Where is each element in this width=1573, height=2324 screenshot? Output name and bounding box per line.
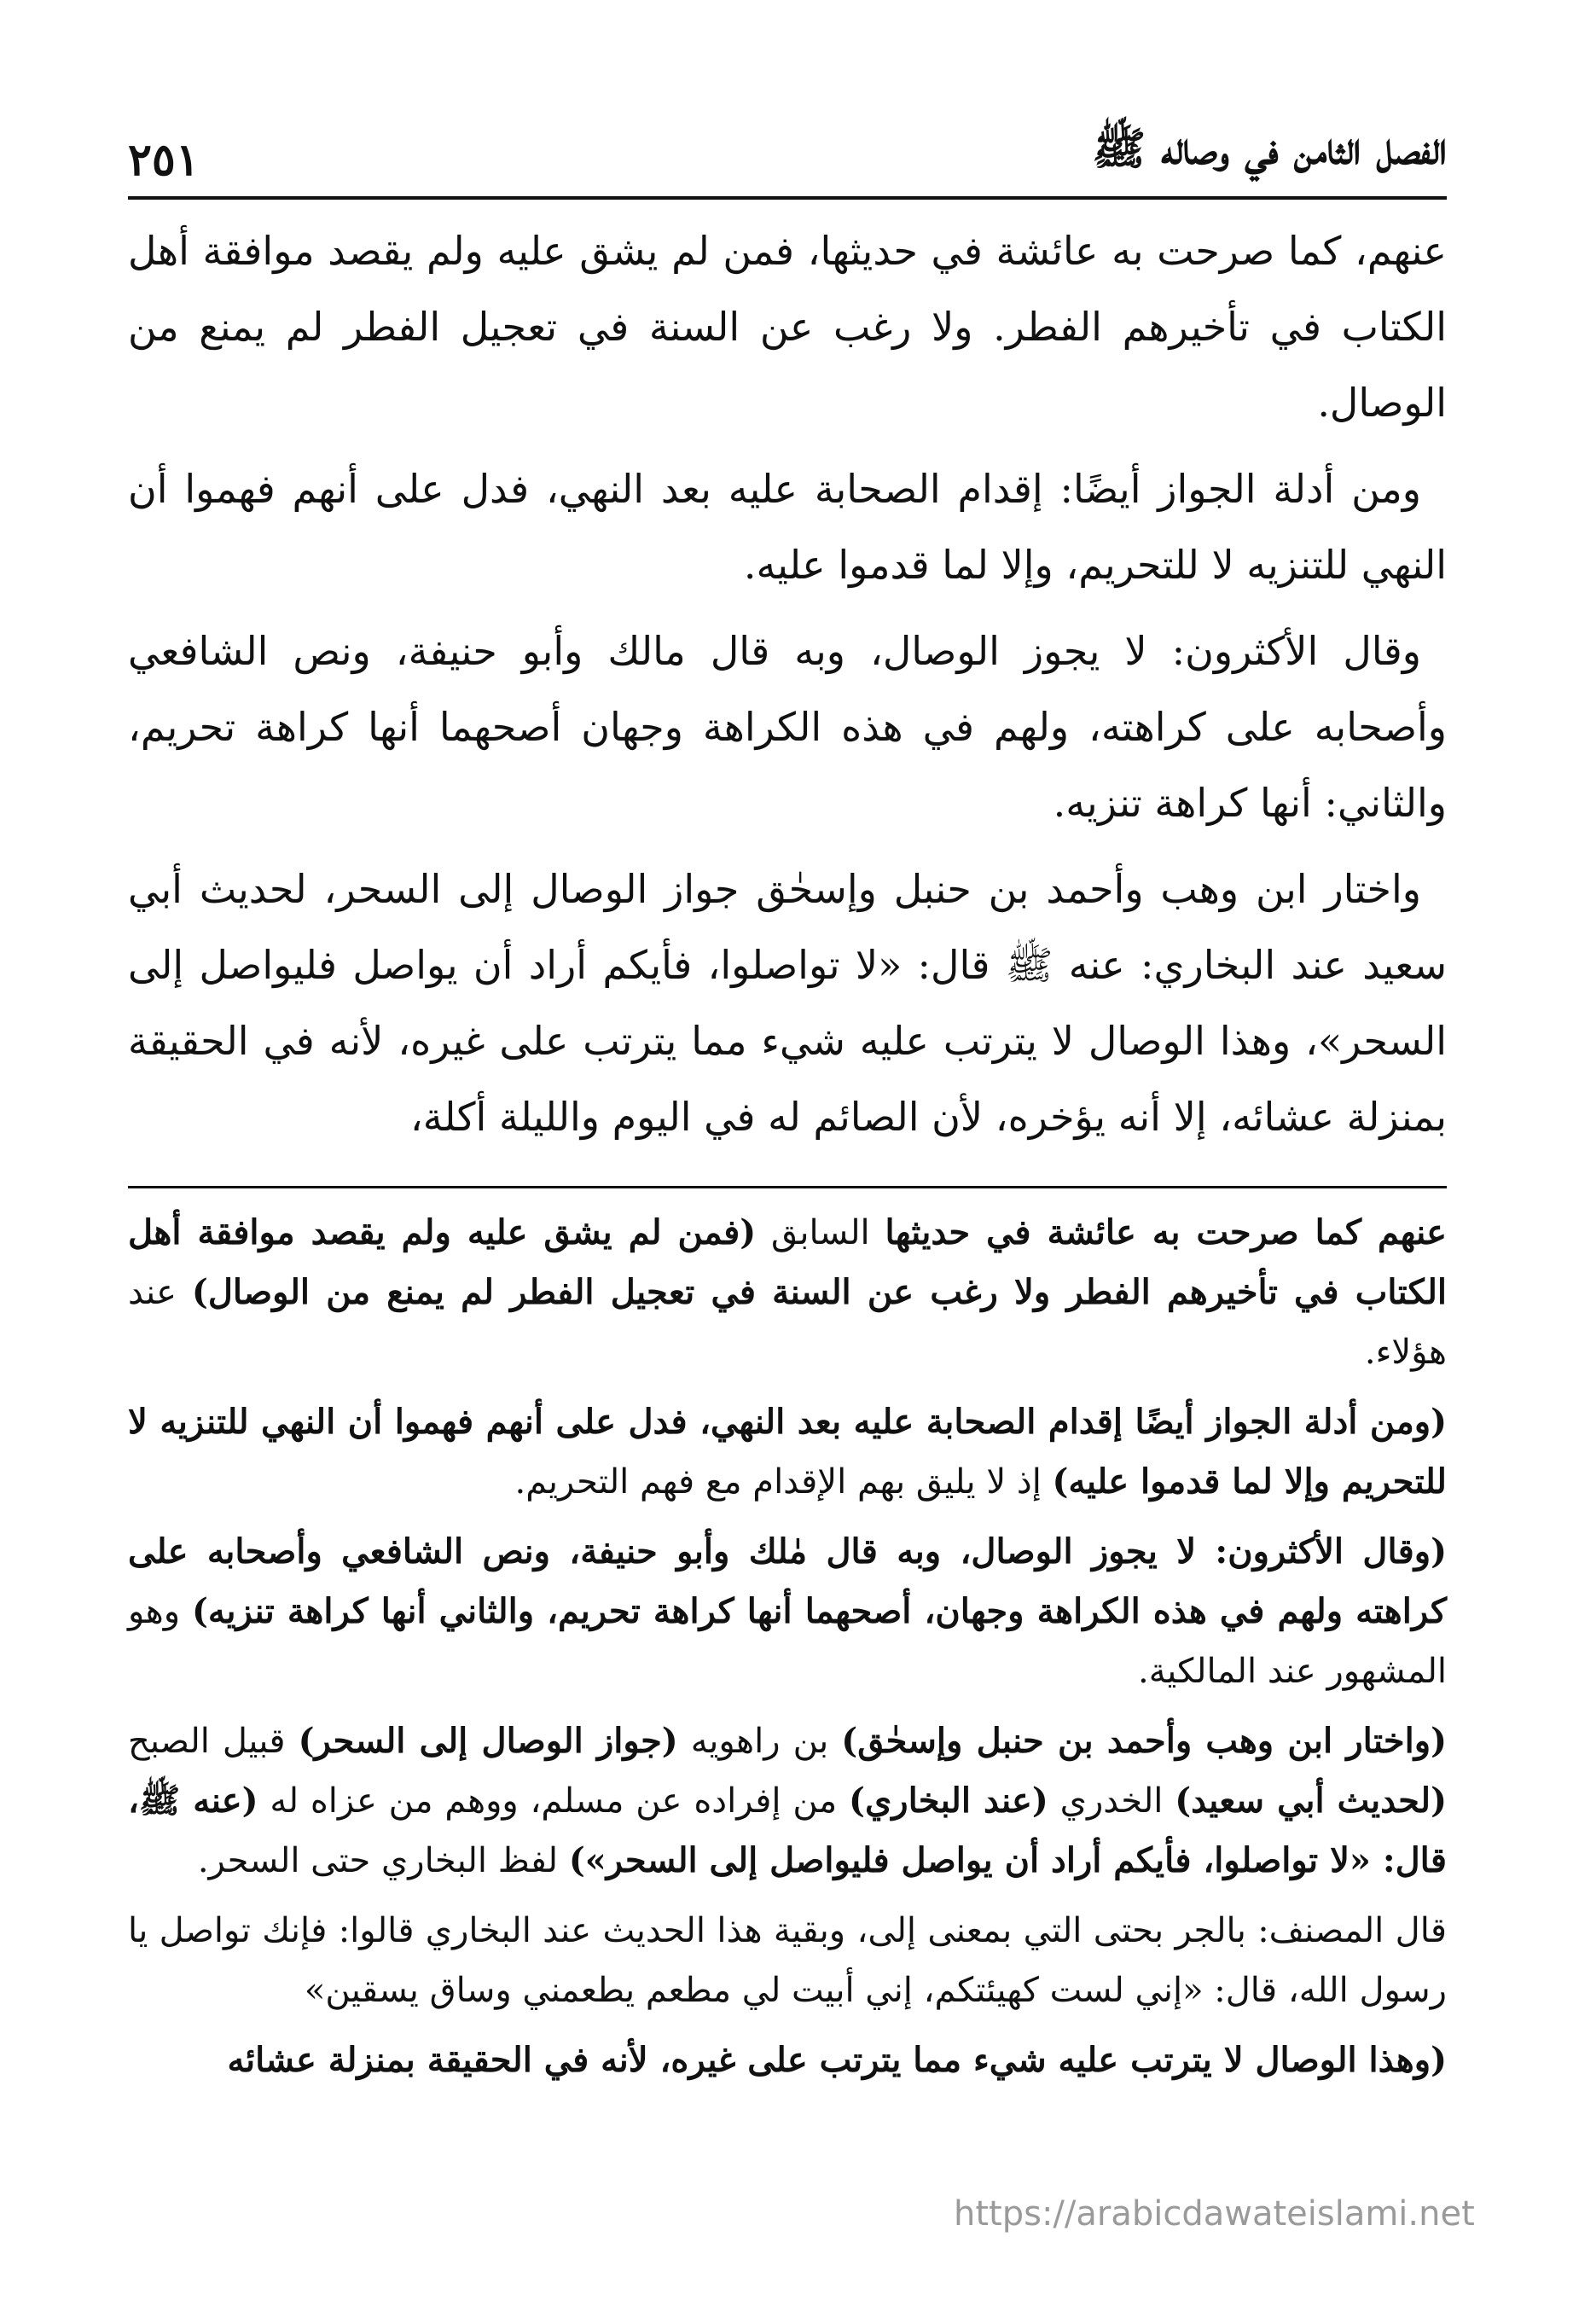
commentary-text: بن راهويه — [677, 1722, 842, 1761]
commentary-paragraph: قال المصنف: بالجر بحتى التي بمعنى إلى، وبقية هذا الحديث عند البخاري قالوا: فإنك تواصل يا رسول الله، قال: «إني لست كهيئتكم، إني أبيت لي مطعم يطعمني وساق يسقين» — [128, 1911, 1447, 2010]
chapter-title: الفصل الثامن في وصاله ﷺ — [1092, 123, 1447, 175]
watermark-url: https://arabicdawateislami.net — [954, 2194, 1475, 2234]
commentary-text: عند هؤلاء. — [128, 1273, 1447, 1372]
quoted-text: (عند البخاري) — [849, 1781, 1048, 1821]
commentary-paragraph — [128, 1522, 1447, 1701]
main-paragraph: وقال الأكثرون: لا يجوز الوصال، وبه قال مالك وأبو حنيفة، ونص الشافعي وأصحابه على كراهته، ولهم في هذه الكراهة وجهان أصحهما أنها كراهة تحريم، والثاني: أنها كراهة تنزيه. — [128, 628, 1447, 826]
quoted-text: (ومن أدلة الجواز أيضًا إقدام الصحابة عليه بعد النهي، فدل على أنهم فهموا أن النهي للتنزيه لا للتحريم وإلا لما قدموا عليه) — [128, 1402, 1447, 1502]
quoted-text: (فمن لم يشق عليه ولم يقصد موافقة أهل الكتاب في تأخيرهم الفطر ولا رغب عن السنة في تعجيل الفطر لم يمنع من الوصال) — [128, 1212, 1447, 1312]
commentary-text: لفظ البخاري حتى السحر. — [197, 1841, 569, 1880]
quoted-text: عنهم كما صرحت به عائشة في حديثها — [885, 1212, 1448, 1252]
main-paragraph: واختار ابن وهب وأحمد بن حنبل وإسحٰق جواز الوصال إلى السحر، لحديث أبي سعيد عند البخاري: عنه ﷺ قال: «لا تواصلوا، فأيكم أراد أن يواصل فليواصل إلى السحر»، وهذا الوصال لا يترتب عليه شيء مما يترتب على غيره، لأنه في الحقيقة بمنزلة عشائه، إلا أنه يؤخره، لأن الصائم له في اليوم والليلة أكلة، — [128, 866, 1447, 1140]
commentary-text: وهو المشهور عند المالكية. — [128, 1592, 1447, 1691]
commentary-paragraph — [128, 1711, 1447, 1891]
quoted-text: (جواز الوصال إلى السحر) — [298, 1721, 678, 1761]
commentary — [128, 1203, 1447, 2100]
commentary-text: قبيل الصبح — [128, 1722, 299, 1761]
commentary-text: إذ لا يليق بهم الإقدام مع فهم التحريم. — [514, 1462, 1053, 1502]
commentary-text: من إفراده عن مسلم، ووهم من عزاه له — [258, 1781, 850, 1821]
page-header — [128, 101, 1447, 200]
commentary-paragraph — [128, 1392, 1447, 1512]
main-text — [128, 213, 1447, 1165]
commentary-text: السابق — [756, 1213, 885, 1252]
page-number: ٢٥١ — [128, 134, 200, 186]
main-paragraph: ومن أدلة الجواز أيضًا: إقدام الصحابة عليه بعد النهي، فدل على أنهم فهموا أن النهي للتنزيه لا للتحريم، وإلا لما قدموا عليه. — [128, 466, 1447, 588]
commentary-text: الخدري — [1048, 1781, 1175, 1821]
quoted-text: (واختار ابن وهب وأحمد بن حنبل وإسحٰق) — [841, 1721, 1448, 1761]
quoted-text: (وهذا الوصال لا يترتب عليه شيء مما يترتب على غيره، لأنه في الحقيقة بمنزلة عشائه — [227, 2040, 1447, 2080]
main-paragraph: عنهم، كما صرحت به عائشة في حديثها، فمن لم يشق عليه ولم يقصد موافقة أهل الكتاب في تأخيرهم الفطر. ولا رغب عن السنة في تعجيل الفطر لم يمنع من الوصال. — [128, 228, 1447, 426]
commentary-paragraph — [128, 1203, 1447, 1382]
quoted-text: (لحديث أبي سعيد) — [1175, 1781, 1448, 1821]
quoted-text: (وقال الأكثرون: لا يجوز الوصال، وبه قال مٰلك وأبو حنيفة، ونص الشافعي وأصحابه على كراهته ولهم في هذه الكراهة وجهان، أصحهما أنها كراهة تحريم، والثاني أنها كراهة تنزيه) — [128, 1531, 1447, 1631]
commentary-paragraph — [128, 2031, 1447, 2090]
footnote-separator — [128, 1186, 1447, 1188]
quoted-text: (عنه ﷺ، قال: «لا تواصلوا، فأيكم أراد أن يواصل فليواصل إلى السحر») — [128, 1781, 1447, 1880]
